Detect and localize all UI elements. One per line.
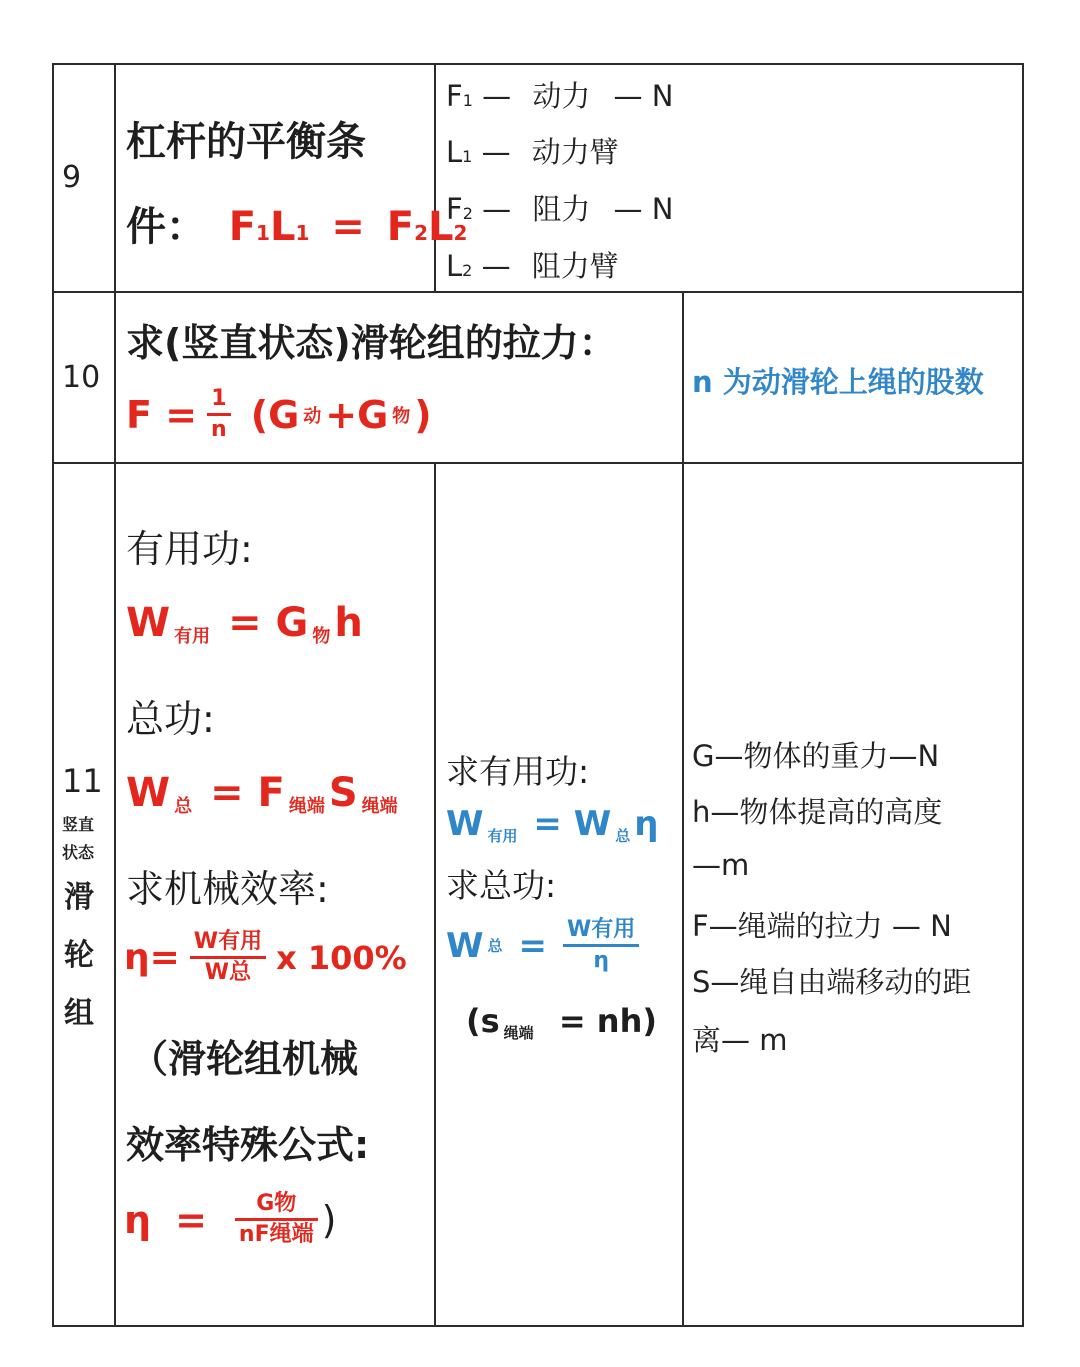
def-subscript: 1 bbox=[462, 91, 473, 110]
row-11-def-5: S—绳自由端移动的距 bbox=[692, 965, 972, 999]
efficiency-fraction bbox=[190, 928, 266, 987]
equals-sign: = bbox=[518, 925, 548, 966]
def-name: 动力臂 bbox=[531, 135, 619, 169]
f2-symbol: F bbox=[386, 204, 415, 250]
fraction-denominator: n bbox=[211, 417, 227, 442]
equals-sign: = bbox=[331, 204, 365, 250]
fraction-denominator: W总 bbox=[204, 960, 252, 985]
col-divider-row9 bbox=[434, 63, 436, 292]
table-border-bottom bbox=[52, 1325, 1024, 1327]
g-object-subscript: 物 bbox=[312, 626, 331, 647]
equals-w: = W bbox=[533, 804, 612, 844]
col-divider-row11-b bbox=[682, 462, 684, 1327]
def-unit: — N bbox=[613, 79, 674, 113]
row-9-number: 9 bbox=[62, 160, 82, 195]
f1-subscript: 1 bbox=[256, 221, 270, 245]
open-paren-g: (G bbox=[250, 392, 300, 437]
def-subscript: 1 bbox=[462, 147, 473, 166]
equals-g: = G bbox=[228, 600, 309, 646]
table-border-left bbox=[52, 63, 54, 1327]
def-name: 动力 bbox=[532, 79, 591, 113]
col-divider-row10 bbox=[682, 291, 684, 463]
w-useful-subscript: 有用 bbox=[174, 626, 211, 647]
row-9-formula bbox=[126, 195, 467, 252]
row-9-def-4 bbox=[446, 244, 619, 285]
eta-equals: η= bbox=[124, 937, 180, 978]
row-11-def-2: h—物体提高的高度 bbox=[692, 795, 943, 829]
w-total-subscript: 总 bbox=[174, 796, 193, 817]
def-subscript: 2 bbox=[462, 261, 473, 280]
fraction-denominator: nF绳端 bbox=[238, 1222, 314, 1247]
row-divider-10-11 bbox=[52, 462, 1024, 464]
special-formula-label-2: 效率特殊公式: bbox=[126, 1123, 370, 1167]
eta-symbol: η bbox=[124, 1197, 152, 1242]
fraction-numerator: G物 bbox=[256, 1191, 297, 1216]
total-work-label: 总功: bbox=[126, 697, 215, 741]
def-dash: — bbox=[482, 192, 512, 226]
row-11-name-1: 滑 bbox=[64, 880, 94, 915]
times-100-percent: x 100% bbox=[276, 938, 407, 977]
row-divider-9-10 bbox=[52, 291, 1024, 293]
row-11-def-1: G—物体的重力—N bbox=[692, 739, 940, 773]
row-11-def-4: F—绳端的拉力 — N bbox=[692, 909, 952, 943]
row-10-note: n 为动滑轮上绳的股数 bbox=[692, 365, 984, 399]
row-11-name-3: 组 bbox=[64, 996, 94, 1031]
special-fraction bbox=[235, 1190, 318, 1249]
s-symbol: S bbox=[328, 770, 358, 816]
fraction-denominator: η bbox=[593, 948, 609, 973]
def-symbol: L bbox=[446, 135, 463, 169]
efficiency-formula bbox=[124, 928, 407, 987]
row-9-title-line2: 件： bbox=[126, 204, 206, 250]
w-total-subscript: 总 bbox=[615, 827, 631, 845]
special-efficiency-formula bbox=[124, 1190, 336, 1249]
row-11-sub2: 状态 bbox=[62, 843, 95, 862]
def-symbol: F bbox=[446, 79, 463, 113]
row-9-def-1 bbox=[446, 74, 673, 115]
fraction-numerator: W有用 bbox=[567, 917, 636, 942]
def-subscript: 2 bbox=[462, 204, 473, 223]
col-divider-row11-a bbox=[434, 462, 436, 1327]
row-11-number: 11 bbox=[62, 762, 103, 800]
mid-useful-label: 求有用功: bbox=[446, 752, 590, 791]
total-work-formula bbox=[126, 770, 402, 818]
fraction-numerator: 1 bbox=[211, 386, 227, 411]
row-9-title-line1: 杠杆的平衡条 bbox=[126, 119, 366, 165]
f1-symbol: F bbox=[228, 204, 257, 250]
special-formula-label-1: （滑轮组机械 bbox=[130, 1037, 359, 1081]
mid-total-label: 求总功: bbox=[446, 866, 557, 905]
f2-subscript: 2 bbox=[414, 221, 429, 245]
l1-subscript: 1 bbox=[295, 221, 310, 245]
w-symbol: W bbox=[126, 600, 171, 646]
table-border-right bbox=[1022, 63, 1024, 1327]
equals-f: = F bbox=[210, 770, 285, 816]
w-symbol: W bbox=[126, 770, 171, 816]
pulley-force-formula bbox=[126, 385, 432, 444]
col-divider-number bbox=[114, 63, 116, 1327]
def-name: 阻力 bbox=[532, 192, 591, 226]
plus-g: +G bbox=[325, 392, 389, 437]
row-11-name-2: 轮 bbox=[64, 938, 94, 973]
h-symbol: h bbox=[334, 600, 363, 646]
row-11-def-3: —m bbox=[692, 848, 750, 882]
def-name: 阻力臂 bbox=[531, 249, 619, 283]
row-9-def-3 bbox=[446, 187, 673, 228]
useful-work-formula bbox=[126, 600, 363, 648]
g-object-subscript: 物 bbox=[392, 405, 411, 427]
def-symbol: F bbox=[446, 192, 463, 226]
force-lhs: F = bbox=[126, 392, 198, 437]
mid-useful-formula bbox=[446, 804, 658, 846]
close-paren: ) bbox=[321, 1197, 337, 1242]
s-rope-end-subscript: 绳端 bbox=[361, 796, 398, 817]
l2-symbol: L bbox=[428, 204, 454, 250]
l1-symbol: L bbox=[269, 204, 296, 250]
mid-total-formula bbox=[446, 916, 643, 975]
row-10-title: 求(竖直状态)滑轮组的拉力： bbox=[126, 321, 617, 365]
row-9-def-2 bbox=[446, 130, 619, 171]
table-border-top bbox=[52, 63, 1024, 65]
f-rope-end-subscript: 绳端 bbox=[288, 796, 325, 817]
row-11-def-6: 离— m bbox=[692, 1023, 788, 1057]
l2-subscript: 2 bbox=[453, 221, 468, 245]
w-symbol: W bbox=[446, 925, 484, 966]
s-rope-end-subscript: 绳端 bbox=[503, 1024, 534, 1042]
def-dash: — bbox=[482, 79, 512, 113]
eta-symbol: η bbox=[634, 804, 659, 844]
fraction-1-over-n bbox=[207, 385, 231, 444]
row-10-number: 10 bbox=[62, 360, 101, 395]
equals-sign: = bbox=[175, 1197, 207, 1242]
row-11-sub1: 竖直 bbox=[62, 815, 95, 834]
def-dash: — bbox=[481, 135, 511, 169]
def-unit: — N bbox=[613, 192, 674, 226]
lever-formula bbox=[229, 204, 468, 250]
w-useful-subscript: 有用 bbox=[487, 827, 518, 845]
def-dash: — bbox=[481, 249, 511, 283]
close-paren: ) bbox=[414, 392, 432, 437]
mid-total-fraction bbox=[563, 916, 639, 975]
efficiency-label: 求机械效率: bbox=[126, 867, 329, 911]
def-symbol: L bbox=[446, 249, 463, 283]
equals-nh: = nh) bbox=[558, 1002, 657, 1040]
rope-distance-formula bbox=[466, 1002, 657, 1043]
open-paren-s: (s bbox=[466, 1002, 500, 1040]
w-symbol: W bbox=[446, 804, 484, 844]
useful-work-label: 有用功: bbox=[126, 527, 253, 571]
fraction-numerator: W有用 bbox=[193, 929, 263, 954]
w-total-subscript: 总 bbox=[487, 937, 503, 955]
g-moving-subscript: 动 bbox=[303, 405, 322, 427]
